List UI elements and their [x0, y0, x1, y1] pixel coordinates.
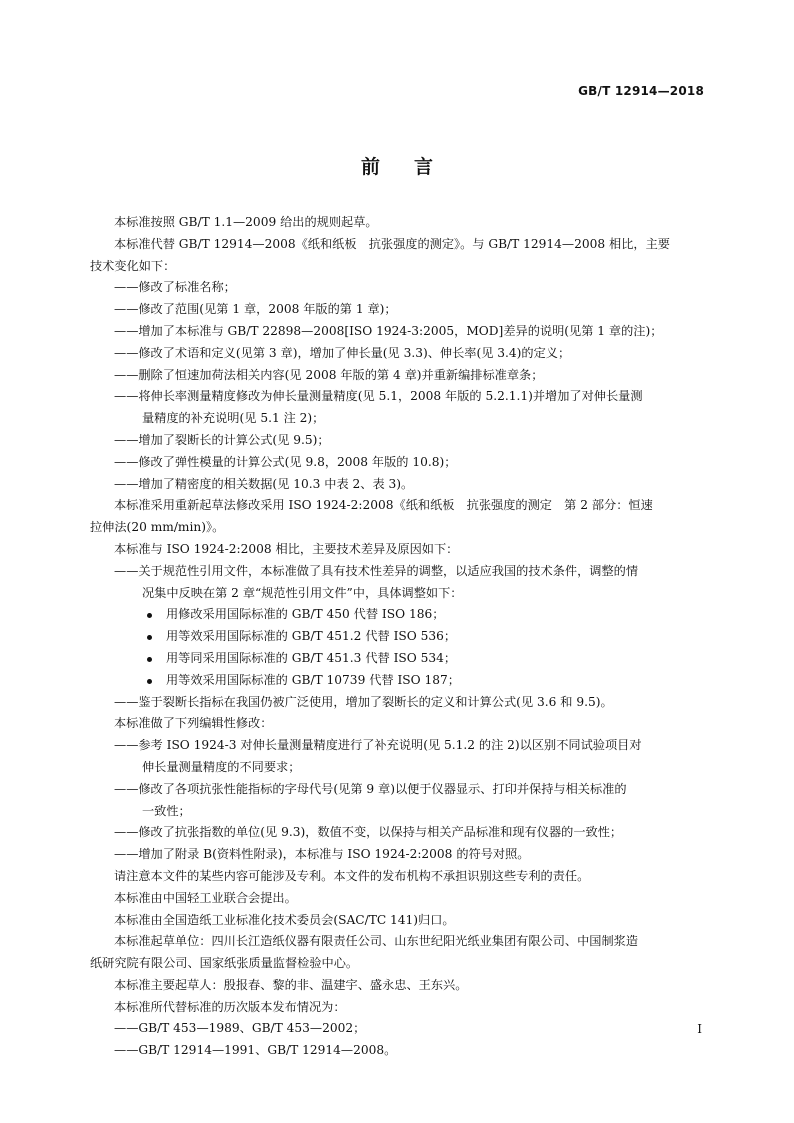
bullet-text: 用修改采用国际标准的 GB/T 450 代替 ISO 186；: [166, 607, 445, 622]
dash-item-continuation: 况集中反映在第 2 章“规范性引用文件”中，具体调整如下：: [142, 585, 463, 600]
dash-item: ——关于规范性引用文件，本标准做了具有技术性差异的调整，以适应我国的技术条件，调整的情: [114, 563, 639, 578]
title-char-left: 前: [360, 156, 380, 178]
dash-item: ——修改了标准名称；: [114, 280, 236, 295]
paragraph-line: 本标准所代替标准的历次版本发布情况为：: [114, 999, 346, 1014]
paragraph-line: 本标准按照 GB/T 1.1—2009 给出的规则起草。: [114, 215, 378, 229]
bullet-text: 用等效采用国际标准的 GB/T 10739 代替 ISO 187；: [166, 672, 460, 687]
bullet-text: 用等效采用国际标准的 GB/T 451.2 代替 ISO 536；: [166, 629, 457, 644]
foreword-body: [90, 212, 704, 1062]
bullet-item: [90, 604, 704, 626]
title-char-right: 言: [414, 156, 434, 178]
dash-item: ——增加了附录 B(资料性附录)，本标准与 ISO 1924-2:2008 的符号对照。: [114, 847, 530, 862]
paragraph-line: 本标准起草单位：四川长江造纸仪器有限责任公司、山东世纪阳光纸业集团有限公司、中国制浆造: [114, 934, 639, 949]
dash-item: ——修改了范围(见第 1 章，2008 年版的第 1 章)；: [114, 302, 397, 317]
dash-item-continuation: 量精度的补充说明(见 5.1 注 2)；: [142, 411, 325, 426]
dash-item-continuation: 一致性；: [142, 803, 191, 818]
paragraph-line: 本标准由中国轻工业联合会提出。: [114, 890, 297, 905]
dash-item: ——将伸长率测量精度修改为伸长量测量精度(见 5.1，2008 年版的 5.2.1.1)并增加了对伸长量测: [114, 389, 643, 404]
bullet-item: [90, 670, 704, 692]
dash-item: ——GB/T 453—1989、GB/T 453—2002；: [114, 1021, 366, 1036]
dash-item: ——鉴于裂断长指标在我国仍被广泛使用，增加了裂断长的定义和计算公式(见 3.6 和 9.5)。: [114, 694, 613, 709]
paragraph-line: 本标准代替 GB/T 12914—2008《纸和纸板 抗张强度的测定》。与 GB/T 12914—2008 相比，主要: [114, 236, 670, 251]
paragraph-line: 技术变化如下：: [90, 258, 176, 273]
bullet-dot-icon: [147, 657, 152, 662]
paragraph-line: 本标准采用重新起草法修改采用 ISO 1924-2:2008《纸和纸板 抗张强度的测定 第 2 部分：恒速: [114, 498, 653, 513]
bullet-text: 用等同采用国际标准的 GB/T 451.3 代替 ISO 534；: [166, 650, 457, 665]
dash-item: ——GB/T 12914—1991、GB/T 12914—2008。: [114, 1043, 397, 1058]
dash-item: ——修改了术语和定义(见第 3 章)，增加了伸长量(见 3.3)、伸长率(见 3.4)的定义；: [114, 345, 571, 360]
dash-item: ——参考 ISO 1924-3 对伸长量测量精度进行了补充说明(见 5.1.2 的注 2)以区别不同试验项目对: [114, 738, 642, 753]
bullet-item: [90, 626, 704, 648]
dash-item: ——删除了恒速加荷法相关内容(见 2008 年版的第 4 章)并重新编排标准章条；: [114, 367, 544, 382]
dash-item: ——增加了裂断长的计算公式(见 9.5)；: [114, 432, 330, 447]
paragraph-line: 拉伸法(20 mm/min)》。: [90, 520, 225, 535]
standard-number-header: GB/T 12914—2018: [578, 84, 704, 98]
dash-item: ——增加了精密度的相关数据(见 10.3 中表 2、表 3)。: [114, 476, 414, 491]
dash-item-continuation: 伸长量测量精度的不同要求；: [142, 759, 301, 774]
paragraph-line: 请注意本文件的某些内容可能涉及专利。本文件的发布机构不承担识别这些专利的责任。: [114, 868, 590, 883]
dash-item: ——增加了本标准与 GB/T 22898—2008[ISO 1924-3:2005，MOD]差异的说明(见第 1 章的注)；: [114, 323, 663, 338]
paragraph-line: 本标准与 ISO 1924-2:2008 相比，主要技术差异及原因如下：: [114, 541, 459, 556]
page-title: [0, 152, 794, 179]
paragraph-line: 本标准做了下列编辑性修改：: [114, 716, 273, 731]
dash-item: ——修改了弹性模量的计算公式(见 9.8，2008 年版的 10.8)；: [114, 454, 457, 469]
dash-item: ——修改了各项抗张性能指标的字母代号(见第 9 章)以便于仪器显示、打印并保持与相关标准的: [114, 781, 627, 796]
dash-item: ——修改了抗张指数的单位(见 9.3)，数值不变，以保持与相关产品标准和现有仪器的一致性；: [114, 825, 623, 840]
paragraph-line: 本标准主要起草人：殷报春、黎的非、温建宇、盛永忠、王东兴。: [114, 977, 468, 992]
page-number: I: [697, 1022, 702, 1036]
bullet-item: [90, 648, 704, 670]
paragraph-line: 本标准由全国造纸工业标准化技术委员会(SAC/TC 141)归口。: [114, 912, 455, 927]
paragraph-line: 纸研究院有限公司、国家纸张质量监督检验中心。: [90, 956, 359, 971]
bullet-dot-icon: [147, 679, 152, 684]
